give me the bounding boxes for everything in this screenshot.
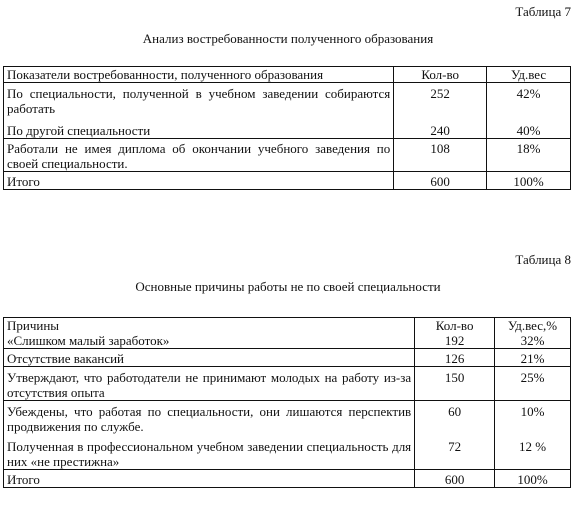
table7-number: Таблица 7 <box>515 4 571 19</box>
table8-row-label: Отсутствие вакансий <box>4 349 415 367</box>
table7-header-row <box>4 67 571 83</box>
table7-row-share: 18% <box>487 139 571 172</box>
table8-row-count: 150 <box>415 367 495 401</box>
table8-title: Основные причины работы не по своей специальности <box>135 279 441 294</box>
table7-row-count: 108 <box>394 139 487 172</box>
table8-row-count: 126 <box>415 349 495 367</box>
table8-row-label: «Слишком малый заработок» <box>4 333 415 349</box>
table7-row-count: 240 <box>394 116 487 139</box>
table7-row-label: Работали не имея диплома об окончании учебного заведения по своей специальности. <box>4 139 394 172</box>
table8-row-count: 72 <box>415 434 495 470</box>
table7 <box>3 66 571 190</box>
table8-row-count: 60 <box>415 401 495 435</box>
table-row <box>4 139 571 172</box>
table7-header-indicator: Показатели востребованности, полученного образования <box>4 67 394 83</box>
table8-row-label: Убеждены, что работая по специальности, они лишаются перспектив продвижения по службе. <box>4 401 415 435</box>
table8-total-count: 600 <box>415 470 495 488</box>
table-row <box>4 434 571 470</box>
table7-row-label: По другой специальности <box>4 116 394 139</box>
table-row <box>4 401 571 435</box>
table8-row-share: 12 % <box>495 434 571 470</box>
table8-row-share: 21% <box>495 349 571 367</box>
table8-total-share: 100% <box>495 470 571 488</box>
table7-total-count: 600 <box>394 172 487 190</box>
table7-row-count: 252 <box>394 83 487 117</box>
table-row <box>4 367 571 401</box>
table8-row-label: Утверждают, что работодатели не принимают молодых на работу из-за отсутствия опыта <box>4 367 415 401</box>
table-row <box>4 172 571 190</box>
table-row <box>4 470 571 488</box>
table8-row-share: 32% <box>495 333 571 349</box>
table7-title: Анализ востребованности полученного образования <box>142 31 434 46</box>
table8-header-row <box>4 318 571 334</box>
table7-row-share: 40% <box>487 116 571 139</box>
table-row <box>4 333 571 349</box>
table8-header-count: Кол-во <box>415 318 495 334</box>
table-row <box>4 83 571 117</box>
table8 <box>3 317 571 488</box>
table8-header-share: Уд.вес,% <box>495 318 571 334</box>
table-row <box>4 349 571 367</box>
table7-total-share: 100% <box>487 172 571 190</box>
table7-row-label: По специальности, полученной в учебном заведении собираются работать <box>4 83 394 117</box>
table8-row-share: 10% <box>495 401 571 435</box>
table8-header-reason: Причины <box>4 318 415 334</box>
table8-total-label: Итого <box>4 470 415 488</box>
table-row <box>4 116 571 139</box>
table7-total-label: Итого <box>4 172 394 190</box>
table8-row-share: 25% <box>495 367 571 401</box>
table7-header-share: Уд.вес <box>487 67 571 83</box>
table8-row-count: 192 <box>415 333 495 349</box>
table8-number: Таблица 8 <box>515 252 571 267</box>
table7-row-share: 42% <box>487 83 571 117</box>
table7-header-count: Кол-во <box>394 67 487 83</box>
table8-row-label: Полученная в профессиональном учебном заведении специальность для них «не престижна» <box>4 434 415 470</box>
